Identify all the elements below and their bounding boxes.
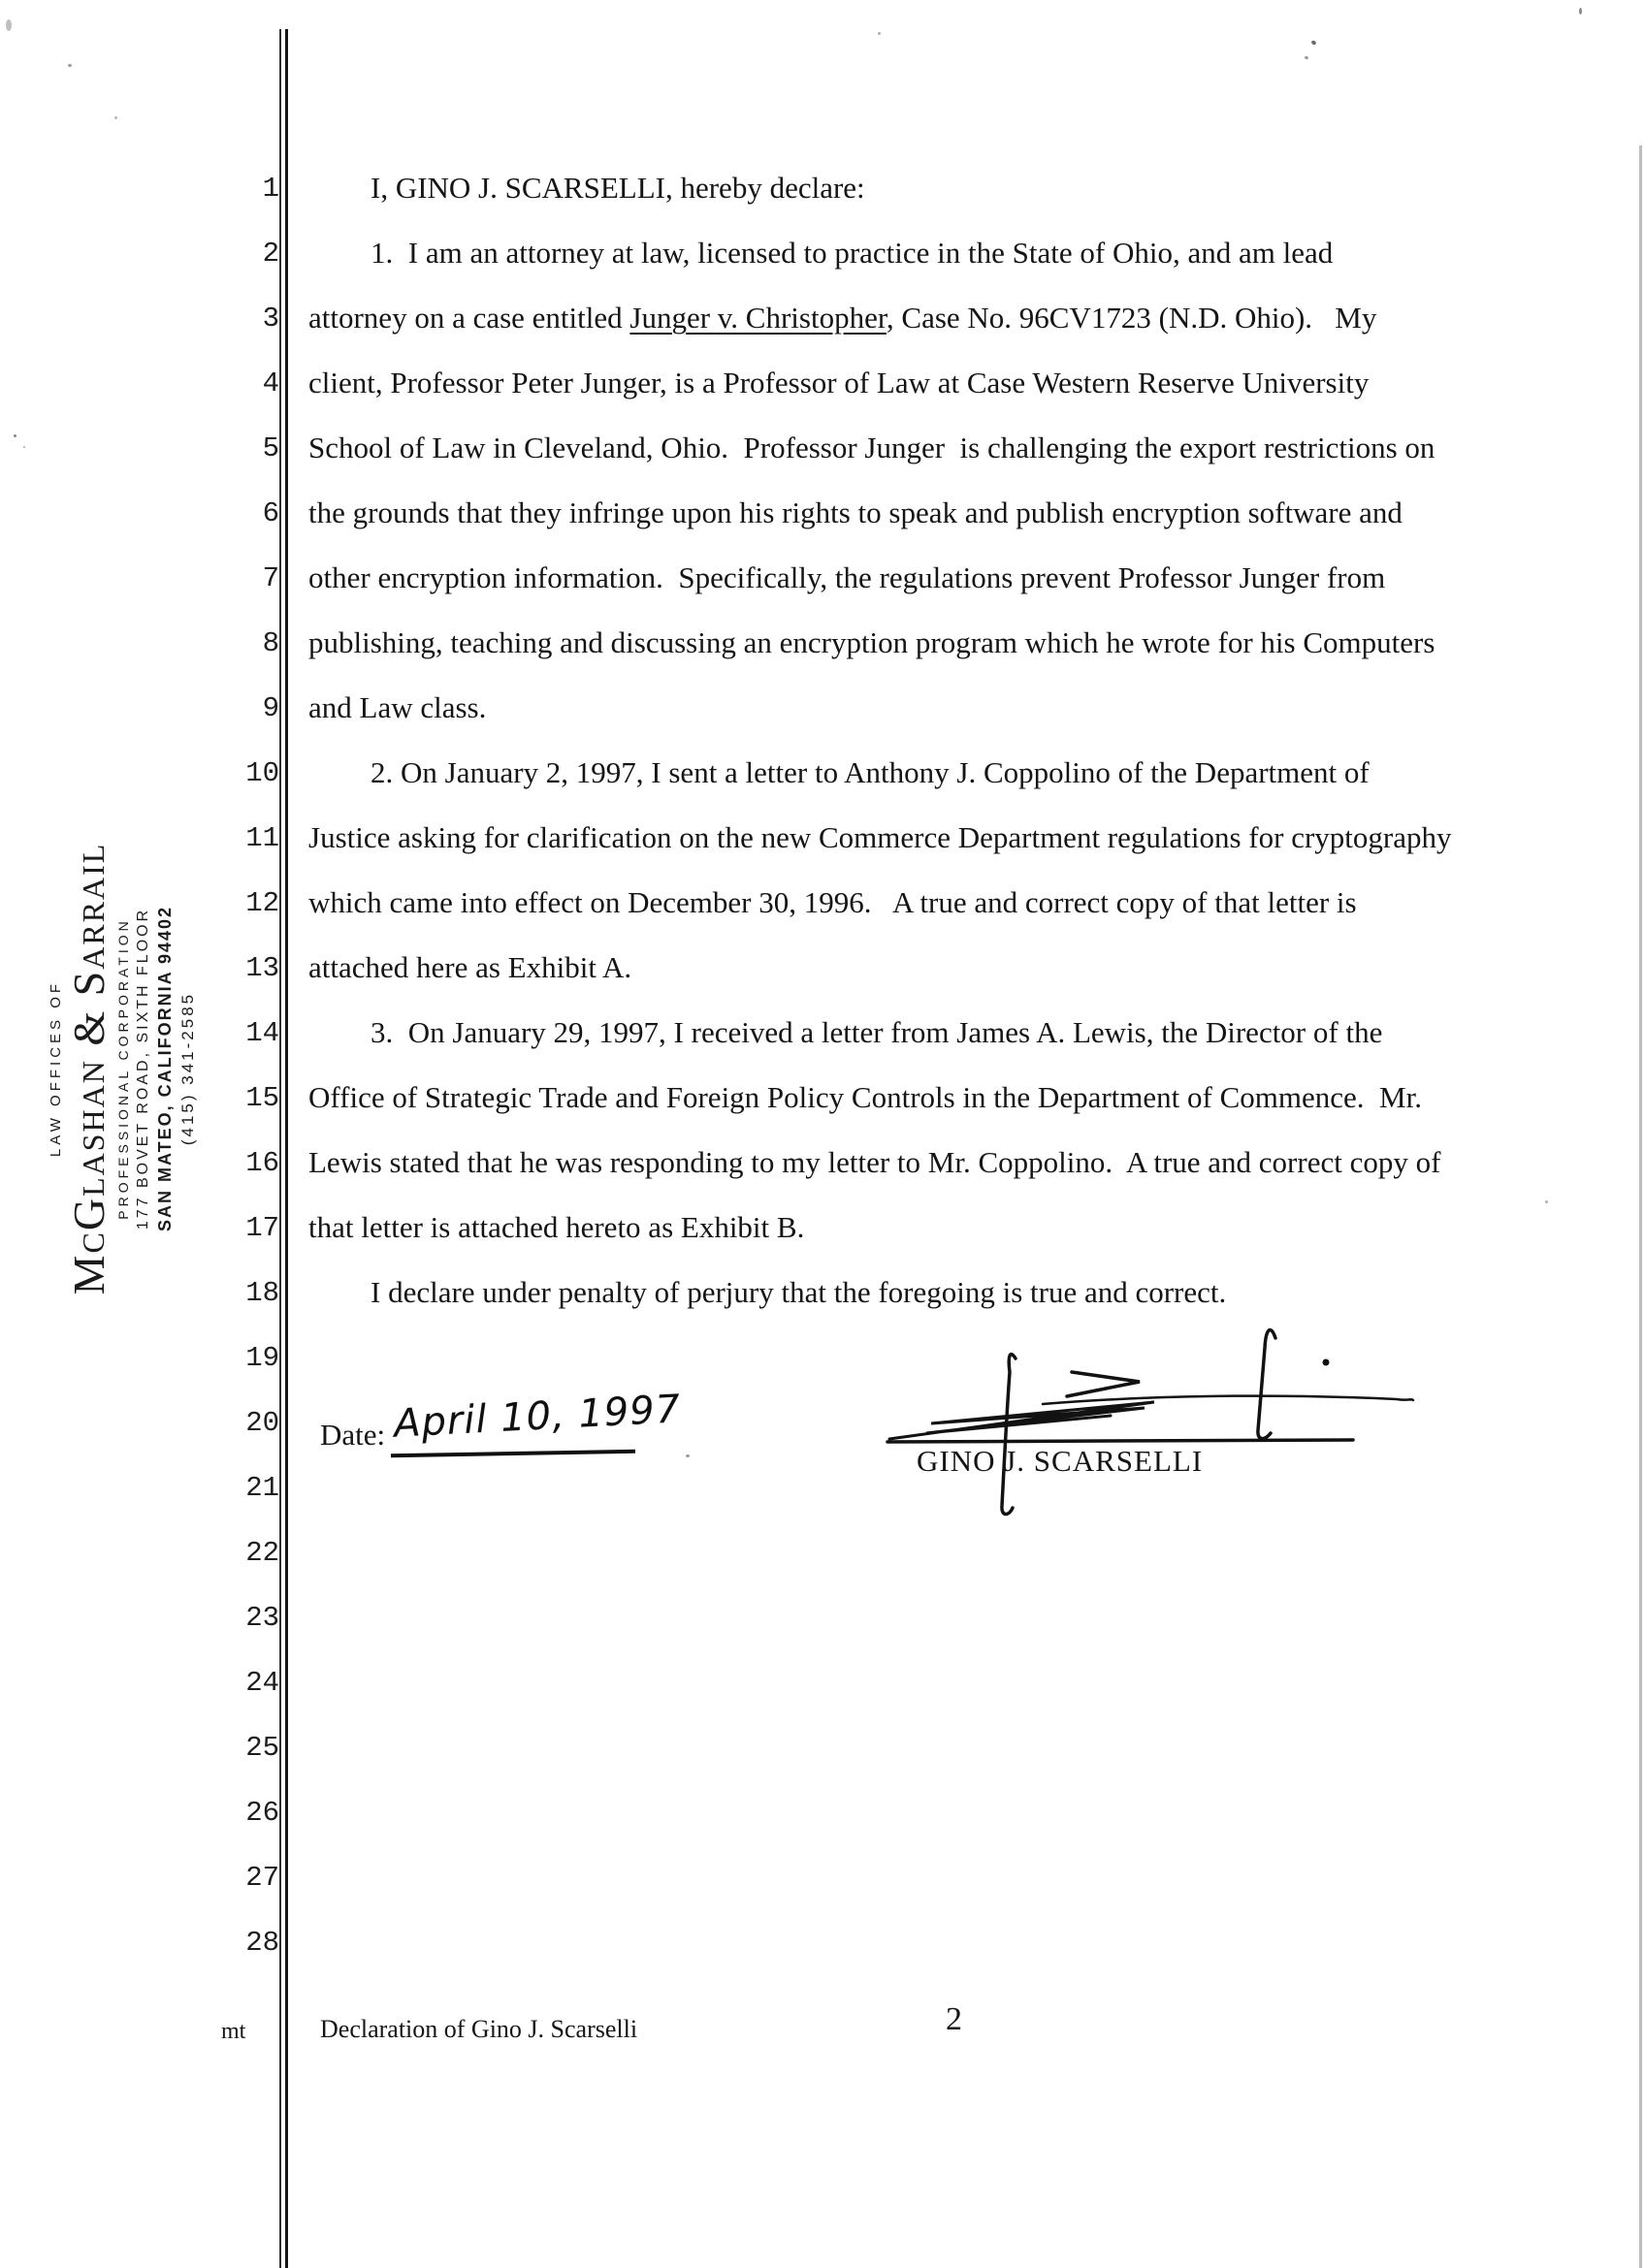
handwritten-date: April 10, 1997: [392, 1387, 683, 1447]
date-underline: [391, 1450, 635, 1457]
line-number: 10: [245, 757, 279, 789]
body-line: [308, 820, 1451, 855]
line-number: 22: [245, 1537, 279, 1569]
body-line: [308, 366, 1369, 400]
body-text-segment: 2. On January 2, 1997, I sent a letter to Anthony J. Coppolino of the Department of: [371, 755, 1370, 789]
body-text-segment: Justice asking for clarification on the new Commerce Department regulations for cryptography: [308, 820, 1452, 854]
letterhead: [44, 842, 201, 1295]
line-number: 11: [245, 822, 279, 854]
body-line: [371, 755, 1370, 790]
line-number: 12: [245, 887, 279, 919]
body-text-segment: I declare under penalty of perjury that the foregoing is true and correct.: [371, 1275, 1227, 1309]
body-line: [308, 495, 1403, 530]
body-line: [371, 236, 1333, 271]
body-text-segment: attached here as Exhibit A.: [308, 950, 632, 984]
line-number: 21: [245, 1472, 279, 1504]
line-number: 27: [245, 1862, 279, 1894]
body-text-segment: client, Professor Peter Junger, is a Professor of Law at Case Western Reserve University: [308, 366, 1370, 399]
line-number: 3: [262, 303, 279, 335]
line-number: 7: [262, 562, 279, 594]
letterhead-corporation: PROFESSIONAL CORPORATION: [114, 917, 131, 1220]
body-text-segment: attorney on a case entitled: [308, 301, 630, 335]
body-line: [308, 950, 631, 985]
letterhead-firm-name: McGlashan & Sarrail: [63, 842, 113, 1295]
letterhead-street: 177 BOVET ROAD, SIXTH FLOOR: [134, 907, 151, 1230]
body-text-segment: that letter is attached hereto as Exhibit B.: [308, 1210, 805, 1244]
date-label: Date:: [320, 1418, 386, 1452]
body-text-segment: School of Law in Cleveland, Ohio. Professor Junger is challenging the export restrictions on: [308, 431, 1435, 464]
line-number: 24: [245, 1667, 279, 1699]
scan-speck: [14, 434, 16, 437]
body-line: [308, 431, 1435, 465]
pleading-rule-inner: [285, 29, 288, 2268]
scan-speck: [1579, 8, 1582, 15]
scan-speck: [878, 32, 881, 35]
line-number: 14: [245, 1017, 279, 1049]
scan-speck: [686, 1454, 690, 1457]
footer-document-title: Declaration of Gino J. Scarselli: [320, 2015, 638, 2043]
line-number: 5: [262, 432, 279, 464]
body-text-segment: Office of Strategic Trade and Foreign Policy Controls in the Department of Commence. Mr.: [308, 1080, 1422, 1114]
case-citation-underlined: Junger v. Christopher: [629, 301, 887, 335]
line-number: 26: [245, 1797, 279, 1829]
body-line: [371, 1015, 1382, 1050]
body-text-segment: , Case No. 96CV1723 (N.D. Ohio). My: [886, 301, 1377, 335]
line-number: 16: [245, 1147, 279, 1179]
body-line: [308, 301, 1376, 335]
scan-speck: [23, 446, 25, 448]
body-line: [308, 690, 486, 725]
body-line: [308, 1080, 1422, 1115]
signature-scrawl: [868, 1294, 1431, 1537]
body-text-segment: 1. I am an attorney at law, licensed to practice in the State of Ohio, and am lead: [371, 236, 1334, 270]
body-text-segment: and Law class.: [308, 690, 487, 724]
line-number: 18: [245, 1277, 279, 1309]
letterhead-city: SAN MATEO, CALIFORNIA 94402: [154, 905, 175, 1232]
line-number: 17: [245, 1212, 279, 1244]
scan-speck: [68, 64, 72, 67]
footer-initials: mt: [221, 2019, 246, 2044]
line-number: 15: [245, 1082, 279, 1114]
body-text-segment: the grounds that they infringe upon his rights to speak and publish encryption software and: [308, 495, 1403, 529]
line-number: 20: [245, 1407, 279, 1439]
line-number: 25: [245, 1732, 279, 1764]
letterhead-phone: (415) 341-2585: [177, 991, 197, 1146]
body-line: [371, 171, 865, 206]
body-text-segment: Lewis stated that he was responding to my letter to Mr. Coppolino. A true and correct copy of: [308, 1145, 1441, 1179]
scan-speck: [114, 116, 117, 119]
line-number: 28: [245, 1927, 279, 1959]
line-number: 2: [262, 238, 279, 270]
pleading-rule-outer: [279, 29, 281, 2268]
body-line: [308, 560, 1385, 595]
body-text-segment: publishing, teaching and discussing an encryption program which he wrote for his Computers: [308, 625, 1435, 659]
body-line: [308, 1145, 1440, 1180]
line-number: 19: [245, 1342, 279, 1374]
scan-speck: [6, 19, 12, 31]
body-text-segment: 3. On January 29, 1997, I received a letter from James A. Lewis, the Director of the: [371, 1015, 1383, 1049]
scan-speck: [1545, 1200, 1548, 1203]
line-number: 1: [262, 173, 279, 205]
body-text-segment: other encryption information. Specifically, the regulations prevent Professor Junger from: [308, 560, 1386, 594]
line-number: 23: [245, 1602, 279, 1634]
body-text-segment: which came into effect on December 30, 1996. A true and correct copy of that letter is: [308, 885, 1357, 919]
body-line: [308, 885, 1357, 920]
body-line: [308, 625, 1435, 660]
line-number: 8: [262, 627, 279, 659]
letterhead-offices-line: LAW OFFICES OF: [47, 979, 64, 1158]
scan-speck: [1305, 55, 1309, 59]
signer-name: GINO J. SCARSELLI: [917, 1444, 1204, 1478]
page-edge-shadow: [1639, 145, 1642, 2268]
scan-speck: [1310, 40, 1316, 46]
line-number: 13: [245, 952, 279, 984]
line-number: 9: [262, 692, 279, 724]
body-line: [308, 1210, 804, 1245]
footer-page-number: 2: [946, 2001, 962, 2037]
line-number: 4: [262, 367, 279, 399]
body-text-segment: I, GINO J. SCARSELLI, hereby declare:: [371, 171, 865, 205]
line-number: 6: [262, 497, 279, 529]
